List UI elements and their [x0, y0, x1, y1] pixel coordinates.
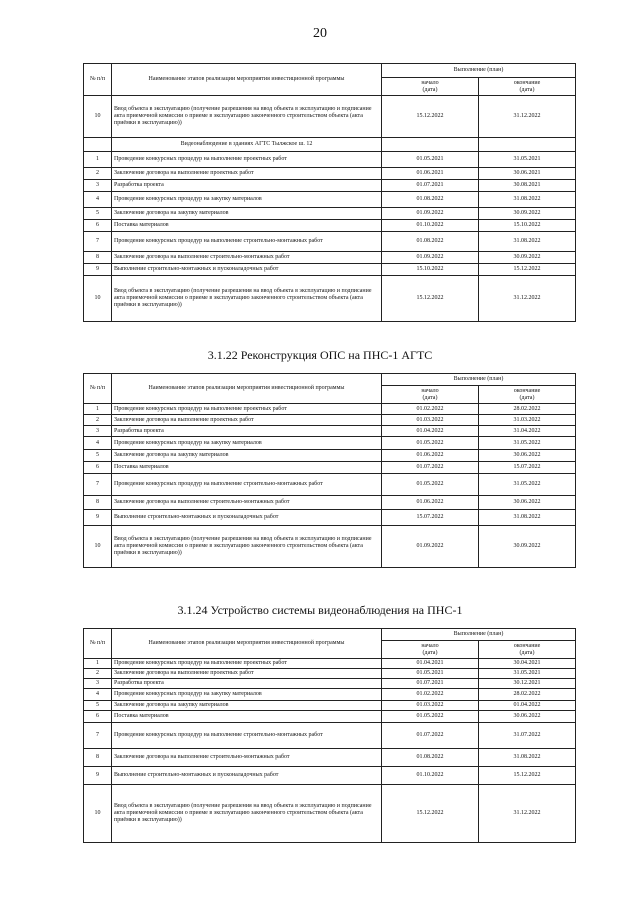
table-row: 9 Выполнение строительно-монтажных и пусконаладочных работ 01.10.2022 15.12.2022: [84, 767, 576, 785]
table-row: 3 Разработка проекта 01.07.2021 30.08.2021: [84, 180, 576, 192]
table-row: 2 Заключение договора на выполнение проектных работ 01.05.2021 31.05.2021: [84, 669, 576, 679]
table-row: 6 Поставка материалов 01.05.2022 30.06.2022: [84, 711, 576, 723]
table-row: 10 Ввод объекта в эксплуатацию (получение разрешения на ввод объекта в эксплуатацию и подписание акта приемочной комиссии о приеме в эксплуатацию законченного строительством объекта (акта приёмки в эксплуатацию)) 15.12.2022 31.12.2022: [84, 276, 576, 322]
header-start: начало (дата): [382, 386, 479, 404]
schedule-table-3: [83, 628, 576, 843]
schedule-table-2: [83, 373, 576, 568]
section-title-3-1-24: 3.1.24 Устройство системы видеонаблюдения на ПНС-1: [177, 603, 463, 617]
table-row: 4 Проведение конкурсных процедур на закупку материалов 01.05.2022 31.05.2022: [84, 437, 576, 450]
table-row: 5 Заключение договора на закупку материалов 01.06.2022 30.06.2022: [84, 450, 576, 462]
header-stage: Наименование этапов реализации мероприятия инвестиционной программы: [112, 629, 382, 659]
schedule-table-1: [83, 63, 576, 322]
table-row: 6 Поставка материалов 01.07.2022 15.07.2022: [84, 462, 576, 474]
table-row: 4 Проведение конкурсных процедур на закупку материалов 01.02.2022 28.02.2022: [84, 689, 576, 701]
header-start: начало (дата): [382, 641, 479, 659]
header-end: окончание (дата): [479, 386, 576, 404]
table-row: 7 Проведение конкурсных процедур на выполнение строительно-монтажных работ 01.05.2022 31.05.2022: [84, 474, 576, 496]
header-start: начало (дата): [382, 78, 479, 96]
header-num: № п/п: [84, 374, 112, 404]
header-execution: Выполнение (план): [382, 374, 576, 386]
table-row: 8 Заключение договора на выполнение строительно-монтажных работ 01.08.2022 31.08.2022: [84, 749, 576, 767]
table-row: 8 Заключение договора на выполнение строительно-монтажных работ 01.09.2022 30.09.2022: [84, 252, 576, 264]
page-number: 20: [313, 26, 327, 41]
header-stage: Наименование этапов реализации мероприятия инвестиционной программы: [112, 374, 382, 404]
table-row: 3 Разработка проекта 01.04.2022 31.04.2022: [84, 426, 576, 437]
table-row: 5 Заключение договора на закупку материалов 01.03.2022 01.04.2022: [84, 701, 576, 711]
table-row: 10 Ввод объекта в эксплуатацию (получение разрешения на ввод объекта в эксплуатацию и подписание акта приемочной комиссии о приеме в эксплуатацию законченного строительством объекта (акта приёмки в эксплуатацию)) 01.09.2022 30.09.2022: [84, 526, 576, 568]
table-row: 7 Проведение конкурсных процедур на выполнение строительно-монтажных работ 01.08.2022 31.08.2022: [84, 232, 576, 252]
table-row: 9 Выполнение строительно-монтажных и пусконаладочных работ 15.10.2022 15.12.2022: [84, 264, 576, 276]
header-num: № п/п: [84, 629, 112, 659]
header-num: № п/п: [84, 64, 112, 96]
table-row: 7 Проведение конкурсных процедур на выполнение строительно-монтажных работ 01.07.2022 31.07.2022: [84, 723, 576, 749]
table-row: 1 Проведение конкурсных процедур на выполнение проектных работ 01.02.2022 28.02.2022: [84, 404, 576, 415]
header-execution: Выполнение (план): [382, 64, 576, 78]
table-row: 10 Ввод объекта в эксплуатацию (получение разрешения на ввод объекта в эксплуатацию и подписание акта приемочной комиссии о приеме в эксплуатацию законченного строительством объекта (акта приёмки в эксплуатацию)) 15.12.2022 31.12.2022: [84, 96, 576, 138]
table-row: 6 Поставка материалов 01.10.2022 15.10.2022: [84, 220, 576, 232]
table-row: 1 Проведение конкурсных процедур на выполнение проектных работ 01.05.2021 31.05.2021: [84, 152, 576, 168]
header-end: окончание (дата): [479, 78, 576, 96]
table-row: 1 Проведение конкурсных процедур на выполнение проектных работ 01.04.2021 30.04.2021: [84, 659, 576, 669]
table-row: 2 Заключение договора на выполнение проектных работ 01.03.2022 31.03.2022: [84, 415, 576, 426]
header-execution: Выполнение (план): [382, 629, 576, 641]
table-row: 8 Заключение договора на выполнение строительно-монтажных работ 01.06.2022 30.06.2022: [84, 496, 576, 510]
table-row: 10 Ввод объекта в эксплуатацию (получение разрешения на ввод объекта в эксплуатацию и подписание акта приемочной комиссии о приеме в эксплуатацию законченного строительством объекта (акта приёмки в эксплуатацию)) 15.12.2022 31.12.2022: [84, 785, 576, 843]
table-row: 3 Разработка проекта 01.07.2021 30.12.2021: [84, 679, 576, 689]
table-row: 5 Заключение договора на закупку материалов 01.09.2022 30.09.2022: [84, 208, 576, 220]
section-title-3-1-22: 3.1.22 Реконструкция ОПС на ПНС-1 АГТС: [207, 348, 433, 362]
table-row: 4 Проведение конкурсных процедур на закупку материалов 01.08.2022 31.08.2022: [84, 192, 576, 208]
header-end: окончание (дата): [479, 641, 576, 659]
table-subheading: Видеонаблюдение в зданиях АГТС Тылжское ш. 12: [84, 138, 576, 152]
table-row: 2 Заключение договора на выполнение проектных работ 01.06.2021 30.06.2021: [84, 168, 576, 180]
header-stage: Наименование этапов реализации мероприятия инвестиционной программы: [112, 64, 382, 96]
table-row: 9 Выполнение строительно-монтажных и пусконаладочных работ 15.07.2022 31.08.2022: [84, 510, 576, 526]
